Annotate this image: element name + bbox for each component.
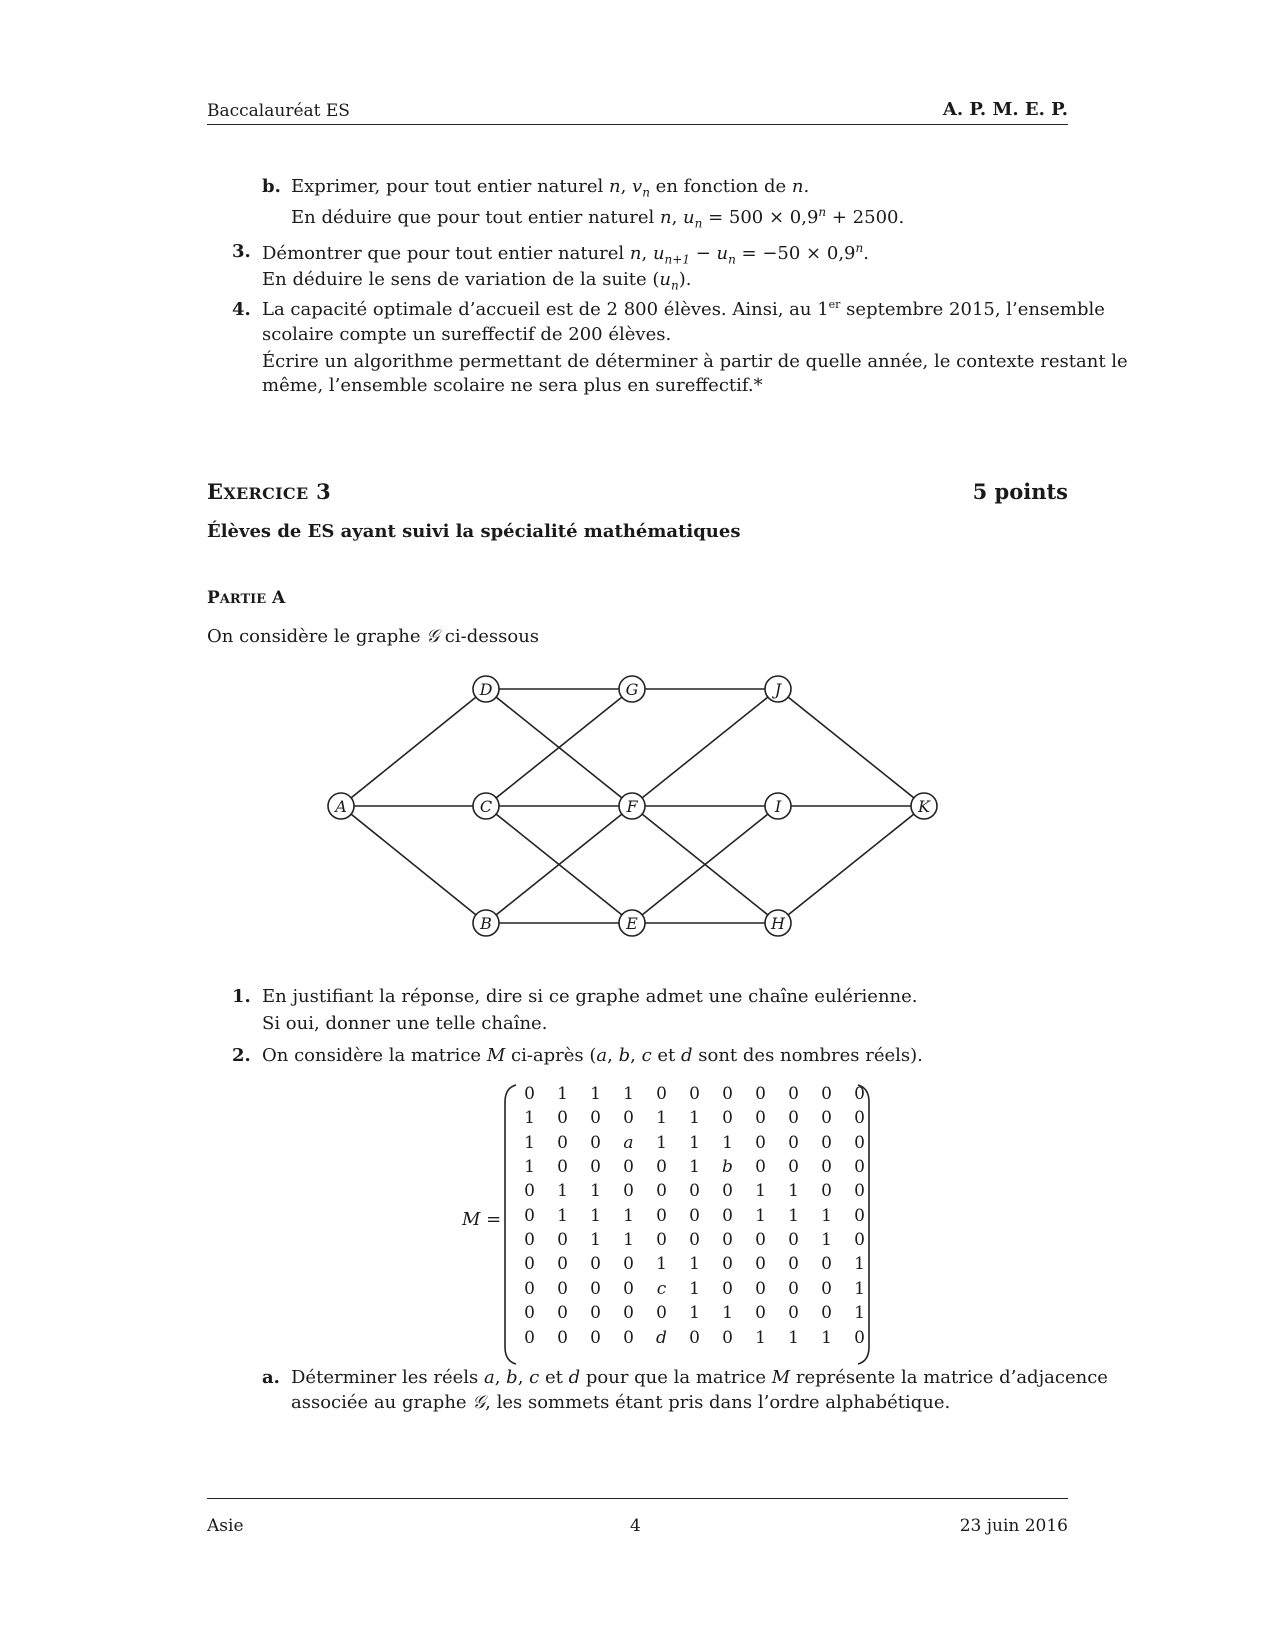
matrix-cell: 0	[623, 1327, 634, 1348]
matrix-cell: 0	[722, 1327, 733, 1348]
matrix-cell: 1	[524, 1132, 535, 1153]
matrix-cell: 0	[590, 1108, 601, 1129]
matrix-cell: 0	[755, 1156, 766, 1177]
matrix-cell: 0	[656, 1156, 667, 1177]
graph-node-label: J	[774, 680, 782, 699]
question-4-line4: même, l’ensemble scolaire ne sera plus en sureffectif.*	[262, 375, 763, 396]
matrix-cell: 0	[722, 1278, 733, 1299]
matrix-cell: 0	[557, 1327, 568, 1348]
question-4-label: 4.	[232, 299, 251, 320]
matrix-cell: 0	[623, 1303, 634, 1324]
matrix-cell: 0	[821, 1181, 832, 1202]
footer-rule	[207, 1498, 1068, 1499]
matrix-cell: b	[722, 1156, 733, 1177]
matrix-cell: 0	[557, 1278, 568, 1299]
page-number: 4	[630, 1516, 641, 1536]
graph-node-A	[328, 793, 354, 819]
matrix-cell: 0	[623, 1156, 634, 1177]
matrix-cell: 0	[590, 1303, 601, 1324]
graph-node-B	[473, 910, 499, 936]
matrix-cell: 0	[557, 1132, 568, 1153]
matrix-cell: 1	[524, 1108, 535, 1129]
matrix-cell: 1	[821, 1230, 832, 1251]
matrix-cell: 0	[821, 1156, 832, 1177]
matrix-cell: 0	[590, 1132, 601, 1153]
matrix-cell: 0	[623, 1278, 634, 1299]
matrix-cell: 1	[755, 1205, 766, 1226]
matrix-cell: 1	[854, 1303, 865, 1324]
matrix-cell: 0	[722, 1083, 733, 1104]
matrix-row	[513, 1106, 876, 1130]
question-2b-line2: En déduire que pour tout entier naturel n, $u_n = 500 \times 0,9^n + 2500$.	[291, 205, 905, 231]
matrix-cell: 0	[656, 1303, 667, 1324]
matrix-cell: 0	[557, 1156, 568, 1177]
graph-node-F	[619, 793, 645, 819]
matrix-cell: 0	[524, 1181, 535, 1202]
matrix-label: M =	[462, 1209, 502, 1230]
matrix-cell: c	[656, 1278, 667, 1299]
partie-heading: PARTIE A	[207, 588, 286, 608]
matrix-cell: 0	[854, 1230, 865, 1251]
graph-edge-HK	[778, 806, 924, 923]
matrix-cell: 0	[689, 1205, 700, 1226]
matrix-cell: 0	[821, 1278, 832, 1299]
matrix-cell: 1	[788, 1327, 799, 1348]
matrix-cell: 1	[788, 1205, 799, 1226]
matrix-cell: 0	[788, 1230, 799, 1251]
matrix-cell: 0	[821, 1108, 832, 1129]
matrix-cell: 0	[689, 1230, 700, 1251]
matrix-cell: 0	[755, 1278, 766, 1299]
question-2a-label: a.	[262, 1367, 280, 1388]
matrix-cell: 1	[821, 1205, 832, 1226]
matrix-cell: 1	[854, 1254, 865, 1275]
graph-node-K	[911, 793, 937, 819]
matrix-cell: 0	[788, 1254, 799, 1275]
question-2-label: 2.	[232, 1045, 251, 1066]
matrix-cell: 0	[656, 1083, 667, 1104]
graph-node-label: D	[479, 680, 493, 699]
matrix-cell: 1	[689, 1132, 700, 1153]
matrix-cell: 1	[590, 1083, 601, 1104]
matrix-cell: 0	[722, 1254, 733, 1275]
matrix-cell: 1	[755, 1327, 766, 1348]
matrix-cell: 0	[854, 1083, 865, 1104]
matrix-cell: 1	[557, 1083, 568, 1104]
matrix-cell: 0	[854, 1108, 865, 1129]
graph-node-label: K	[918, 797, 930, 816]
matrix-cell: 0	[557, 1108, 568, 1129]
matrix-cell: 1	[656, 1132, 667, 1153]
question-2b-line1: Exprimer, pour tout entier naturel n, $v_n$ en fonction de n.	[291, 176, 810, 200]
matrix-cell: 0	[755, 1254, 766, 1275]
matrix-cell: 0	[557, 1254, 568, 1275]
matrix-cell: 0	[524, 1205, 535, 1226]
matrix-cell: 0	[755, 1108, 766, 1129]
matrix-row	[513, 1204, 876, 1228]
matrix-cell: a	[623, 1132, 634, 1153]
matrix-cell: 0	[755, 1230, 766, 1251]
matrix-row	[513, 1228, 876, 1252]
matrix-cell: 0	[524, 1278, 535, 1299]
exercise-points: 5 points	[972, 479, 1068, 504]
matrix-cell: 0	[557, 1230, 568, 1251]
graph-node-label: B	[480, 914, 492, 933]
question-4-line2: scolaire compte un sureffectif de 200 élèves.	[262, 324, 672, 345]
matrix-cell: 1	[590, 1205, 601, 1226]
matrix-cell: 0	[524, 1327, 535, 1348]
matrix-cell: 0	[656, 1230, 667, 1251]
matrix-cell: 0	[854, 1205, 865, 1226]
matrix-cell: 1	[623, 1083, 634, 1104]
graph-intro: On considère le graphe 𝒢 ci-dessous	[207, 626, 540, 647]
matrix-cell: 0	[854, 1132, 865, 1153]
matrix-row	[513, 1302, 876, 1326]
matrix-cell: 1	[722, 1132, 733, 1153]
question-2b-label: b.	[262, 176, 281, 197]
matrix-cell: 1	[689, 1156, 700, 1177]
matrix-cell: 0	[623, 1181, 634, 1202]
matrix-cell: 0	[524, 1254, 535, 1275]
matrix-cell: 0	[821, 1254, 832, 1275]
matrix-row	[513, 1082, 876, 1106]
question-2a-line1: Déterminer les réels a, b, c et d pour que la matrice M représente la matrice d’adjacence	[291, 1367, 1108, 1388]
matrix-cell: 1	[722, 1303, 733, 1324]
question-1-line1: En justifiant la réponse, dire si ce graphe admet une chaîne eulérienne.	[262, 986, 918, 1007]
matrix-cell: 0	[788, 1132, 799, 1153]
matrix-cell: 0	[755, 1083, 766, 1104]
matrix-cell: 0	[722, 1108, 733, 1129]
matrix-cell: 1	[821, 1327, 832, 1348]
question-1-label: 1.	[232, 986, 251, 1007]
question-4-line1: La capacité optimale d’accueil est de 2 800 élèves. Ainsi, au 1er septembre 2015, l’ensemble	[262, 298, 1105, 320]
graph-edge-AD	[341, 689, 486, 806]
graph-node-label: E	[626, 914, 638, 933]
matrix-cell: 1	[689, 1254, 700, 1275]
graph-node-G	[619, 676, 645, 702]
graph-node-label: G	[625, 680, 639, 699]
question-3-line1: Démontrer que pour tout entier naturel n, $u_{n+1} - u_n = -50 \times 0,9^n$.	[262, 241, 869, 267]
running-header-right: A. P. M. E. P.	[942, 99, 1068, 120]
matrix-cell: 0	[623, 1254, 634, 1275]
graph-node-D	[473, 676, 499, 702]
matrix-row	[513, 1180, 876, 1204]
graph-node-H	[765, 910, 791, 936]
exercise-title: EXERCICE 3	[207, 479, 332, 504]
matrix-cell: 0	[590, 1156, 601, 1177]
footer-left: Asie	[207, 1516, 244, 1536]
graph-node-E	[619, 910, 645, 936]
graph-edge-JF	[632, 689, 778, 806]
question-4-line3: Écrire un algorithme permettant de déterminer à partir de quelle année, le contexte restant le	[262, 351, 1128, 372]
matrix-cell: 1	[623, 1205, 634, 1226]
matrix-cell: 0	[524, 1083, 535, 1104]
graph-edge-JK	[778, 689, 924, 806]
matrix-cell: 0	[689, 1327, 700, 1348]
matrix-cell: 0	[590, 1254, 601, 1275]
matrix-cell: 1	[689, 1278, 700, 1299]
matrix-cell: 0	[821, 1083, 832, 1104]
matrix-cell: 1	[557, 1181, 568, 1202]
matrix-cell: 0	[623, 1108, 634, 1129]
matrix-cell: 1	[854, 1278, 865, 1299]
graph-node-label: A	[335, 797, 347, 816]
graph-node-label: C	[479, 797, 493, 816]
matrix-row	[513, 1155, 876, 1179]
matrix-cell: 0	[689, 1083, 700, 1104]
matrix-cell: 0	[524, 1230, 535, 1251]
matrix-cell: 0	[755, 1132, 766, 1153]
question-3-label: 3.	[232, 241, 251, 262]
question-3-line2: En déduire le sens de variation de la suite $(u_n)$.	[262, 269, 692, 293]
matrix-cell: 0	[557, 1303, 568, 1324]
matrix-cell: 0	[689, 1181, 700, 1202]
matrix-cell: 1	[656, 1254, 667, 1275]
graph-node-label: H	[771, 914, 785, 933]
question-2a-line2: associée au graphe 𝒢, les sommets étant pris dans l’ordre alphabétique.	[291, 1392, 951, 1413]
matrix-cell: 1	[755, 1181, 766, 1202]
matrix-cell: 1	[656, 1108, 667, 1129]
matrix-cell: 0	[821, 1303, 832, 1324]
matrix-cell: 0	[590, 1327, 601, 1348]
graph-node-label: F	[626, 797, 638, 816]
matrix-cell: 0	[854, 1181, 865, 1202]
matrix-cell: 0	[722, 1181, 733, 1202]
matrix-cell: 0	[590, 1278, 601, 1299]
matrix-row	[513, 1277, 876, 1301]
matrix-cell: 0	[788, 1278, 799, 1299]
matrix-cell: 0	[788, 1303, 799, 1324]
matrix-cell: 1	[590, 1181, 601, 1202]
matrix-cell: 0	[854, 1156, 865, 1177]
matrix-cell: 0	[656, 1205, 667, 1226]
matrix-cell: 0	[788, 1156, 799, 1177]
matrix-cell: 0	[788, 1083, 799, 1104]
matrix-row	[513, 1131, 876, 1155]
graph-node-J	[765, 676, 791, 702]
matrix-cell: 0	[722, 1205, 733, 1226]
question-2-line: On considère la matrice M ci-après (a, b, c et d sont des nombres réels).	[262, 1045, 923, 1066]
exercise-subtitle: Élèves de ES ayant suivi la spécialité mathématiques	[207, 521, 741, 542]
running-header-left: Baccalauréat ES	[207, 101, 350, 121]
graph-node-C	[473, 793, 499, 819]
matrix-cell: 1	[524, 1156, 535, 1177]
matrix-cell: 0	[821, 1132, 832, 1153]
matrix-cell: 0	[755, 1303, 766, 1324]
matrix-cell: 1	[689, 1108, 700, 1129]
matrix-row	[513, 1326, 876, 1350]
matrix-cell: 1	[557, 1205, 568, 1226]
question-1-line2: Si oui, donner une telle chaîne.	[262, 1013, 548, 1034]
matrix-cell: 0	[854, 1327, 865, 1348]
graph-node-I	[765, 793, 791, 819]
matrix-cell: d	[656, 1327, 667, 1348]
matrix-row	[513, 1253, 876, 1277]
matrix-cell: 0	[524, 1303, 535, 1324]
graph-node-label: I	[774, 797, 782, 816]
graph-edge-AB	[341, 806, 486, 923]
matrix-cell: 0	[722, 1230, 733, 1251]
matrix-cell: 0	[656, 1181, 667, 1202]
matrix-cell: 1	[788, 1181, 799, 1202]
matrix-cell: 1	[623, 1230, 634, 1251]
matrix-cell: 1	[689, 1303, 700, 1324]
footer-right: 23 juin 2016	[959, 1516, 1068, 1536]
matrix-cell: 1	[590, 1230, 601, 1251]
matrix-cell: 0	[788, 1108, 799, 1129]
adjacency-matrix	[513, 1082, 876, 1350]
